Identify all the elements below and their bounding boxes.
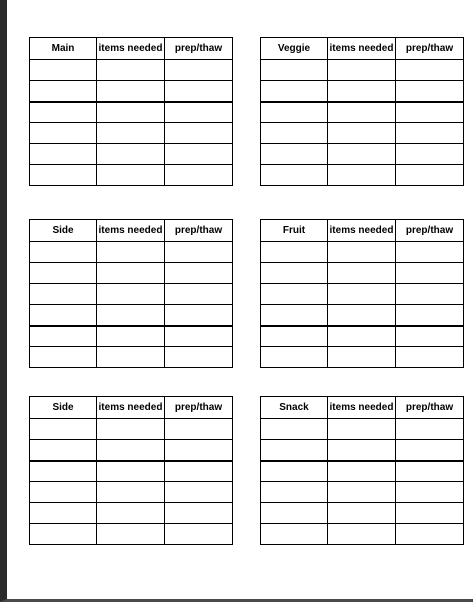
table-row (261, 165, 464, 186)
table-cell[interactable] (165, 144, 233, 165)
table-cell[interactable] (328, 165, 396, 186)
table-cell[interactable] (165, 461, 233, 482)
table-cell[interactable] (328, 305, 396, 326)
header-row (30, 220, 233, 242)
table-cell[interactable] (30, 326, 97, 347)
table-cell[interactable] (97, 305, 165, 326)
table-cell[interactable] (261, 503, 328, 524)
header-row (30, 397, 233, 419)
table-row (30, 102, 233, 123)
table-cell[interactable] (396, 144, 464, 165)
table-row (261, 419, 464, 440)
table-row (261, 144, 464, 165)
table-row (261, 326, 464, 347)
table-cell[interactable] (165, 165, 233, 186)
table-cell[interactable] (97, 482, 165, 503)
table-cell[interactable] (396, 305, 464, 326)
table-row (261, 305, 464, 326)
items-needed-header: items needed (328, 38, 396, 60)
table-cell[interactable] (261, 419, 328, 440)
table-cell[interactable] (328, 524, 396, 545)
category-header: Fruit (261, 220, 328, 242)
table-row (30, 263, 233, 284)
table-row (30, 144, 233, 165)
table-cell[interactable] (165, 524, 233, 545)
table-cell[interactable] (97, 81, 165, 102)
table-cell[interactable] (396, 123, 464, 144)
table-cell[interactable] (396, 284, 464, 305)
table-cell[interactable] (165, 482, 233, 503)
category-header: Main (30, 38, 97, 60)
table-cell[interactable] (328, 263, 396, 284)
table-cell[interactable] (30, 419, 97, 440)
table-cell[interactable] (328, 347, 396, 368)
table-cell[interactable] (261, 242, 328, 263)
prep-thaw-header: prep/thaw (165, 38, 233, 60)
table-cell[interactable] (30, 81, 97, 102)
table-cell[interactable] (165, 60, 233, 81)
fruit-table (260, 219, 464, 368)
table-cell[interactable] (97, 419, 165, 440)
table-row (261, 263, 464, 284)
table-cell[interactable] (30, 123, 97, 144)
table-cell[interactable] (30, 242, 97, 263)
table-cell[interactable] (396, 503, 464, 524)
table-cell[interactable] (97, 461, 165, 482)
table-cell[interactable] (261, 263, 328, 284)
planner-page (14, 0, 473, 599)
table-cell[interactable] (97, 347, 165, 368)
table-cell[interactable] (30, 347, 97, 368)
table-row (30, 165, 233, 186)
table-cell[interactable] (261, 60, 328, 81)
items-needed-header: items needed (97, 220, 165, 242)
table-row (30, 123, 233, 144)
table-cell[interactable] (97, 165, 165, 186)
table-cell[interactable] (165, 326, 233, 347)
table-cell[interactable] (396, 60, 464, 81)
table-cell[interactable] (328, 326, 396, 347)
table-cell[interactable] (97, 440, 165, 461)
table-row (30, 482, 233, 503)
table-row (261, 461, 464, 482)
table-cell[interactable] (30, 305, 97, 326)
table-cell[interactable] (97, 144, 165, 165)
table-cell[interactable] (97, 123, 165, 144)
table-cell[interactable] (261, 482, 328, 503)
table-cell[interactable] (30, 165, 97, 186)
table-row (30, 524, 233, 545)
table-cell[interactable] (97, 263, 165, 284)
table-cell[interactable] (30, 440, 97, 461)
table-row (30, 81, 233, 102)
table-cell[interactable] (30, 60, 97, 81)
table-cell[interactable] (261, 440, 328, 461)
main-table (29, 37, 233, 186)
table-cell[interactable] (328, 284, 396, 305)
table-cell[interactable] (396, 326, 464, 347)
table-cell[interactable] (261, 347, 328, 368)
veggie-table (260, 37, 464, 186)
table-cell[interactable] (261, 102, 328, 123)
table-cell[interactable] (30, 284, 97, 305)
table-cell[interactable] (328, 482, 396, 503)
table-cell[interactable] (261, 524, 328, 545)
table-cell[interactable] (165, 419, 233, 440)
table-cell[interactable] (328, 440, 396, 461)
category-header: Snack (261, 397, 328, 419)
table-cell[interactable] (165, 440, 233, 461)
table-cell[interactable] (261, 461, 328, 482)
table-cell[interactable] (165, 347, 233, 368)
table-cell[interactable] (165, 102, 233, 123)
table-row (261, 102, 464, 123)
prep-thaw-header: prep/thaw (396, 38, 464, 60)
table-cell[interactable] (396, 81, 464, 102)
table-row (30, 326, 233, 347)
snack-table (260, 396, 464, 545)
table-cell[interactable] (165, 305, 233, 326)
table-cell[interactable] (396, 461, 464, 482)
table-row (261, 524, 464, 545)
table-cell[interactable] (165, 284, 233, 305)
table-cell[interactable] (261, 144, 328, 165)
table-cell[interactable] (261, 123, 328, 144)
items-needed-header: items needed (97, 38, 165, 60)
prep-thaw-header: prep/thaw (396, 220, 464, 242)
table-row (261, 503, 464, 524)
table-cell[interactable] (396, 242, 464, 263)
table-row (261, 284, 464, 305)
items-needed-header: items needed (97, 397, 165, 419)
table-row (261, 60, 464, 81)
table-cell[interactable] (30, 482, 97, 503)
table-cell[interactable] (97, 102, 165, 123)
table-cell[interactable] (328, 461, 396, 482)
header-row (261, 397, 464, 419)
table-row (30, 242, 233, 263)
table-cell[interactable] (396, 482, 464, 503)
table-row (261, 123, 464, 144)
items-needed-header: items needed (328, 220, 396, 242)
table-cell[interactable] (30, 503, 97, 524)
table-cell[interactable] (328, 102, 396, 123)
table-cell[interactable] (261, 326, 328, 347)
prep-thaw-header: prep/thaw (165, 397, 233, 419)
table-cell[interactable] (396, 263, 464, 284)
table-cell[interactable] (328, 144, 396, 165)
category-header: Side (30, 220, 97, 242)
table-cell[interactable] (30, 102, 97, 123)
prep-thaw-header: prep/thaw (396, 397, 464, 419)
table-cell[interactable] (30, 144, 97, 165)
table-row (30, 60, 233, 81)
table-cell[interactable] (97, 326, 165, 347)
table-cell[interactable] (328, 123, 396, 144)
table-cell[interactable] (396, 440, 464, 461)
table-cell[interactable] (165, 81, 233, 102)
table-cell[interactable] (261, 81, 328, 102)
table-row (30, 419, 233, 440)
table-cell[interactable] (261, 305, 328, 326)
table-row (30, 284, 233, 305)
header-row (30, 38, 233, 60)
side-table-1 (29, 219, 233, 368)
table-row (261, 482, 464, 503)
table-cell[interactable] (328, 503, 396, 524)
table-cell[interactable] (396, 102, 464, 123)
table-cell[interactable] (30, 461, 97, 482)
table-cell[interactable] (396, 524, 464, 545)
table-cell[interactable] (328, 419, 396, 440)
side-table-2 (29, 396, 233, 545)
table-cell[interactable] (396, 347, 464, 368)
table-row (30, 305, 233, 326)
table-cell[interactable] (165, 242, 233, 263)
table-row (30, 440, 233, 461)
table-cell[interactable] (396, 419, 464, 440)
table-row (261, 242, 464, 263)
table-cell[interactable] (261, 284, 328, 305)
table-row (261, 81, 464, 102)
table-cell[interactable] (396, 165, 464, 186)
table-cell[interactable] (97, 60, 165, 81)
table-cell[interactable] (165, 503, 233, 524)
table-row (30, 461, 233, 482)
table-cell[interactable] (261, 165, 328, 186)
header-row (261, 220, 464, 242)
table-cell[interactable] (328, 81, 396, 102)
prep-thaw-header: prep/thaw (165, 220, 233, 242)
category-header: Veggie (261, 38, 328, 60)
table-row (261, 347, 464, 368)
table-cell[interactable] (30, 524, 97, 545)
table-cell[interactable] (328, 60, 396, 81)
table-row (30, 347, 233, 368)
table-cell[interactable] (165, 123, 233, 144)
table-cell[interactable] (97, 524, 165, 545)
table-row (261, 440, 464, 461)
table-cell[interactable] (165, 263, 233, 284)
table-cell[interactable] (328, 242, 396, 263)
category-header: Side (30, 397, 97, 419)
table-cell[interactable] (97, 284, 165, 305)
table-cell[interactable] (97, 242, 165, 263)
table-row (30, 503, 233, 524)
items-needed-header: items needed (328, 397, 396, 419)
header-row (261, 38, 464, 60)
table-cell[interactable] (97, 503, 165, 524)
table-cell[interactable] (30, 263, 97, 284)
